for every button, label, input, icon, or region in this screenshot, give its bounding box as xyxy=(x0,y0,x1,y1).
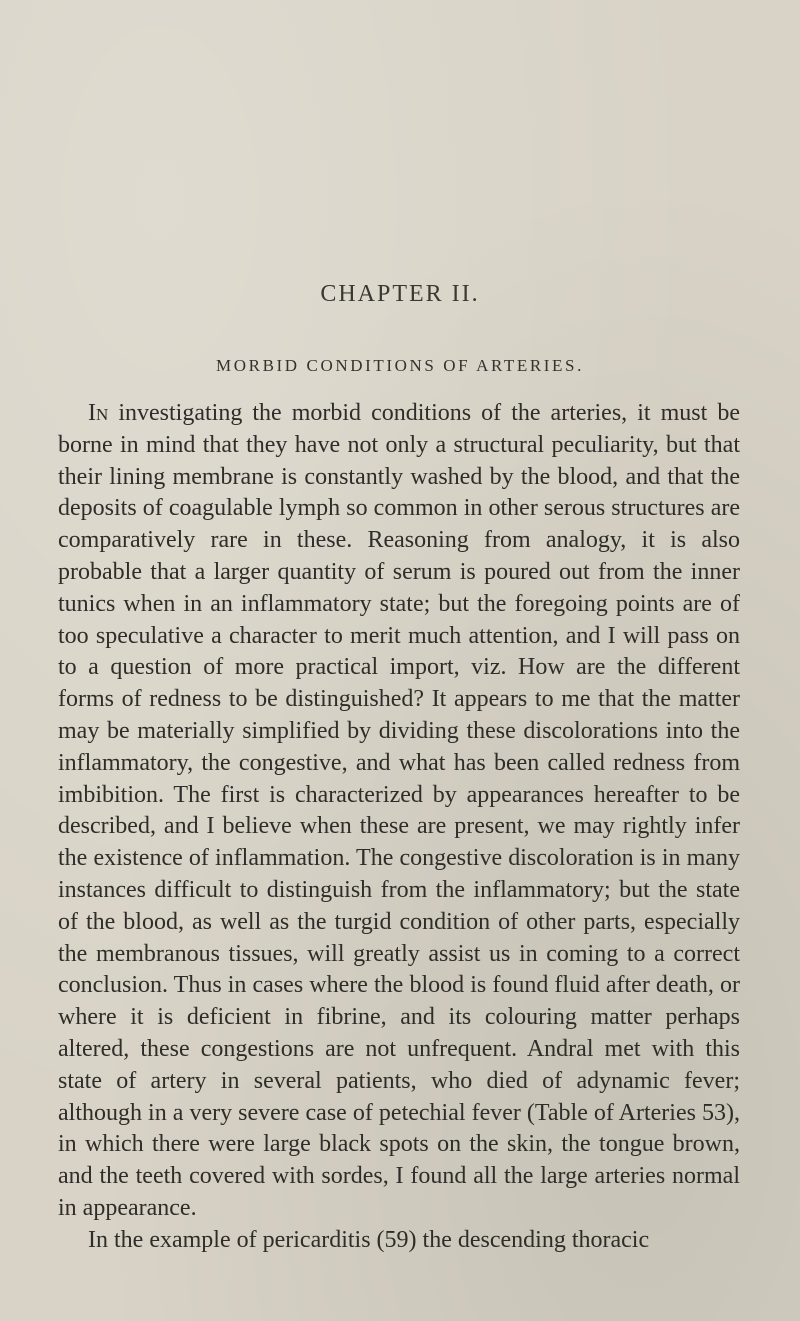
chapter-heading: CHAPTER II. xyxy=(320,281,480,307)
paragraph-lead-word: In xyxy=(88,400,109,426)
body-text xyxy=(58,398,740,1257)
paragraph-2 xyxy=(58,1225,740,1257)
chapter-subtitle: MORBID CONDITIONS OF ARTERIES. xyxy=(216,356,584,375)
paragraph-2-text: In the example of pericarditis (59) the descending thoracic xyxy=(88,1226,650,1253)
paragraph-1 xyxy=(58,398,740,1225)
paragraph-1-text: investigating the morbid conditions of the arteries, it must be borne in mind that they have not only a structural peculiarity, but that their lining membrane is constantly washed by the blood, and that the deposits of coagulable lymph so common in other serous structures are comparatively rare in these. Reasoning from analogy, it is also probable that a larger quantity of serum is poured out from the inner tunics when in an inflammatory state; but the foregoing points are of too speculative a character to merit much attention, and I will pass on to a question of more practical import, viz. How are the different forms of redness to be distinguished? It appears to me that the matter may be materially simplified by dividing these discolorations into the inflammatory, the congestive, and what has been called redness from imbibition. The first is characterized by appearances hereafter to be described, and I believe when these are present, we may rightly infer the existence of inflammation. The congestive discoloration is in many instances difficult to distinguish from the inflammatory; but the state of the blood, as well as the turgid condition of other parts, especially the membranous tissues, will greatly assist us in coming to a correct conclusion. Thus in cases where the blood is found fluid after death, or where it is deficient in fibrine, and its colouring matter perhaps altered, these congestions are not unfrequent. Andral met with this state of artery in several patients, who died of adynamic fever; although in a very severe case of petechial fever (Table of Arteries 53), in which there were large black spots on the skin, the tongue brown, and the teeth covered with sordes, I found all the large arteries normal in appearance. xyxy=(58,400,740,1221)
